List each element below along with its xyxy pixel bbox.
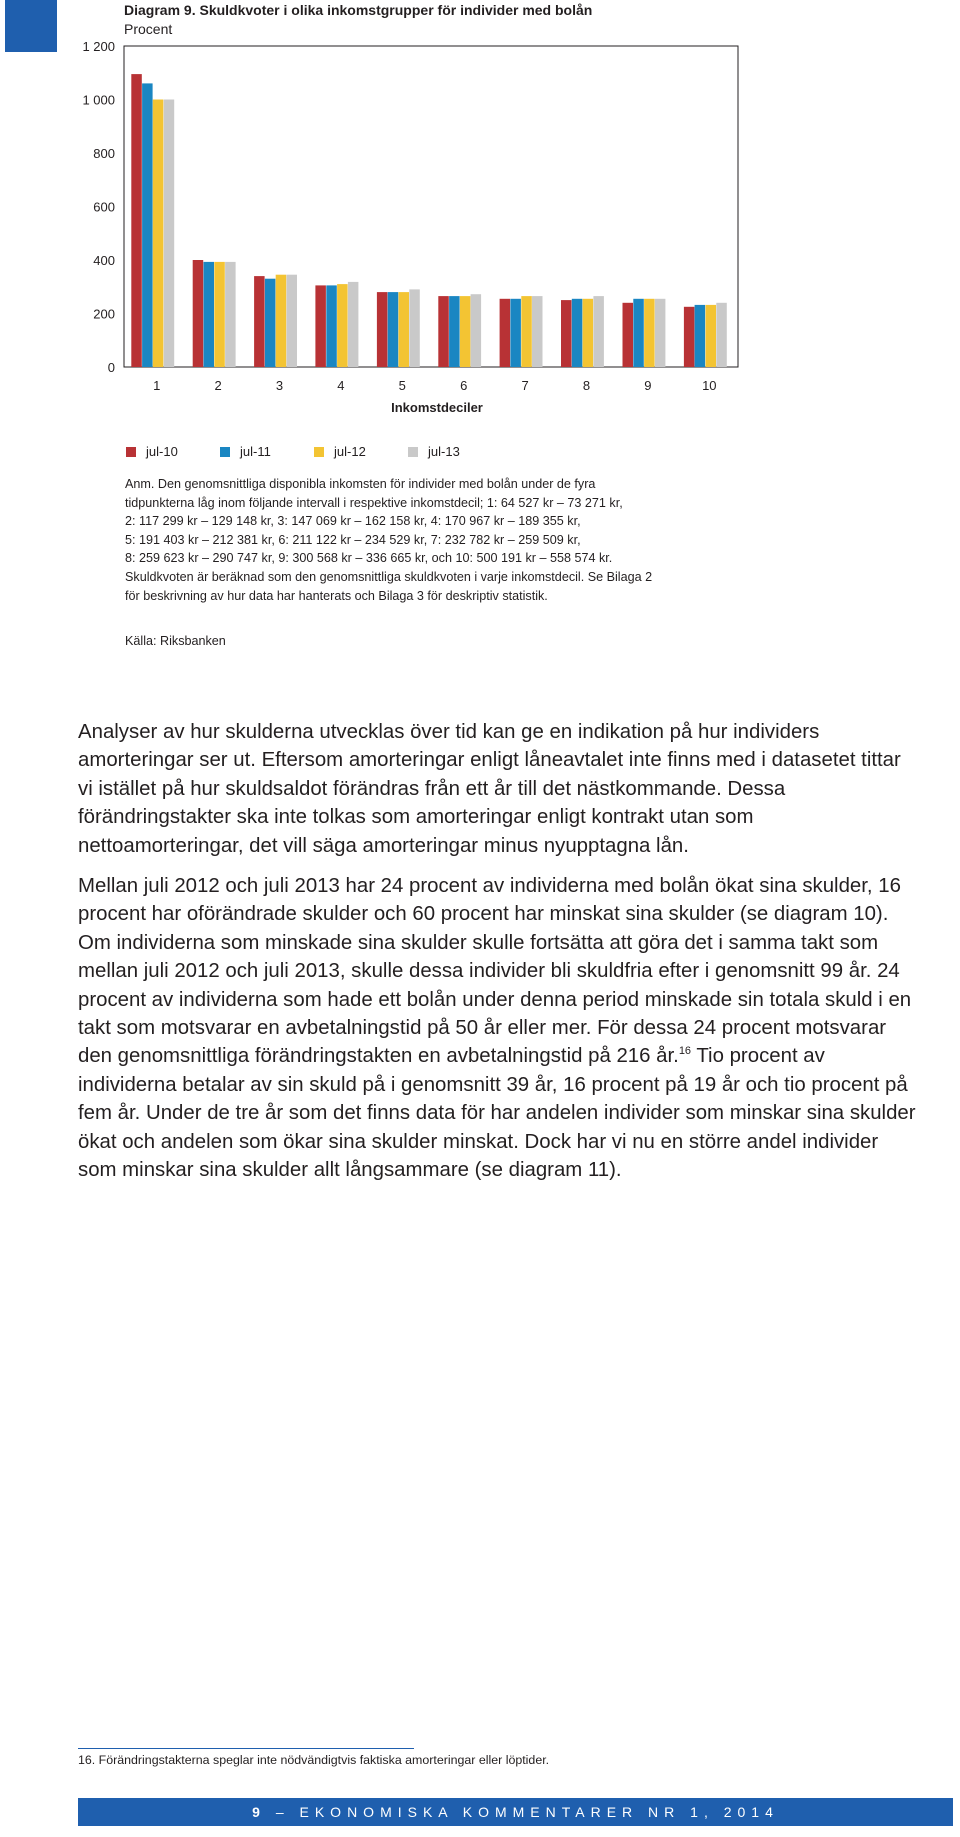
- paragraph-1: Analyser av hur skulderna utvecklas över tid kan ge en indikation på hur individers amorteringar ser ut. Eftersom amorteringar enligt låneavtalet inte finns med i datasetet tittar vi istället på hur skuldsaldot förändras från ett år till det nästkommande. Dessa förändringstakter ska inte tolkas som amorteringar enligt kontrakt utan som nettoamorteringar, det vill säga amorteringar minus nyupptagna lån.: [78, 721, 901, 857]
- note-line: 8: 259 623 kr – 290 747 kr, 9: 300 568 kr – 336 665 kr, och 10: 500 191 kr – 558 574 kr.: [125, 551, 613, 566]
- bar: [254, 276, 265, 367]
- bar: [153, 100, 164, 368]
- footer-separator: –: [275, 1804, 290, 1820]
- footnote: 16. Förändringstakterna speglar inte nödvändigtvis faktiska amorteringar eller löptider.: [78, 1753, 550, 1767]
- bar: [348, 282, 359, 367]
- bar: [265, 279, 276, 367]
- footnote-divider: [78, 1748, 414, 1749]
- y-tick-label: 400: [93, 253, 115, 268]
- legend-item: [408, 444, 460, 459]
- paragraph-2-part-1: Mellan juli 2012 och juli 2013 har 24 procent av individerna med bolån ökat sina skulder, 16 procent har oförändrade skulder och 60 procent har minskat sina skulder (se diagram 10). Om individerna som minskade sina skulder skulle fortsätta att göra det i samma takt som mellan juli 2012 och juli 2013, skulle dessa individer bli skuldfria efter i genomsnitt 99 år. 24 procent av individerna som hade ett bolån under denna period minskade sin totala skuld i en takt som motsvarar en avbetalningstid på 50 år eller mer. För dessa 24 procent motsvarar den genomsnittliga förändringstakten en avbetalningstid på 216 år.: [78, 875, 912, 1068]
- bar: [684, 307, 695, 367]
- bar: [326, 285, 337, 367]
- x-tick-label: 10: [702, 378, 717, 393]
- chart-canvas: [0, 0, 960, 440]
- bar: [337, 284, 348, 367]
- bar: [449, 296, 460, 367]
- bar: [532, 296, 543, 367]
- bar: [583, 299, 594, 367]
- legend-label: jul-11: [240, 444, 271, 459]
- x-tick-label: 7: [521, 378, 529, 393]
- note-line: tidpunkterna låg inom följande intervall i respektive inkomstdecil; 1: 64 527 kr – 73 271 kr,: [125, 495, 623, 510]
- bar: [388, 292, 399, 367]
- legend-item: [314, 444, 366, 459]
- chart-note: [125, 475, 745, 605]
- bar: [593, 296, 604, 367]
- legend-label: jul-13: [428, 444, 460, 459]
- legend-item: [126, 444, 178, 459]
- note-line: 5: 191 403 kr – 212 381 kr, 6: 211 122 kr – 234 529 kr, 7: 232 782 kr – 259 509 kr,: [125, 532, 581, 547]
- x-tick-label: 9: [644, 378, 652, 393]
- bar: [438, 296, 449, 367]
- note-line: 2: 117 299 kr – 129 148 kr, 3: 147 069 kr – 162 158 kr, 4: 170 967 kr – 189 355 kr,: [125, 514, 581, 529]
- y-tick-label: 600: [93, 199, 115, 215]
- bar: [214, 262, 225, 367]
- bar: [572, 299, 583, 367]
- chart-subtitle: Procent: [124, 21, 173, 37]
- note-line: Anm. Den genomsnittliga disponibla inkomsten för individer med bolån under de fyra: [125, 477, 596, 491]
- bar: [131, 74, 142, 367]
- bar: [142, 83, 153, 367]
- legend-item: [220, 444, 271, 459]
- page-number: 9: [252, 1804, 266, 1820]
- legend-swatch: [408, 447, 418, 457]
- bar: [655, 299, 666, 367]
- legend-swatch: [220, 447, 230, 457]
- x-tick-label: 8: [582, 378, 591, 393]
- bar: [633, 299, 644, 367]
- page-footer: [78, 1798, 953, 1826]
- note-line: Skuldkvoten är beräknad som den genomsnittliga skuldkvoten i varje inkomstdecil. Se Bilaga 2: [125, 569, 653, 584]
- x-tick-label: 6: [460, 378, 468, 393]
- legend-label: jul-10: [146, 444, 178, 459]
- bar: [561, 300, 572, 367]
- bar: [500, 299, 511, 367]
- paragraph-2: [78, 872, 918, 1184]
- legend-swatch: [126, 447, 136, 457]
- bar: [460, 296, 471, 367]
- bar: [193, 260, 204, 367]
- bar: [409, 289, 420, 367]
- bar: [716, 303, 727, 367]
- chart-source: Källa: Riksbanken: [125, 634, 226, 648]
- body-text: [78, 718, 918, 1197]
- y-tick-label: 0: [107, 360, 115, 375]
- legend-label: jul-12: [334, 444, 366, 459]
- x-tick-label: 5: [398, 378, 406, 393]
- chart-title: Diagram 9. Skuldkvoter i olika inkomstgrupper för individer med bolån: [124, 2, 593, 18]
- x-tick-label: 3: [275, 378, 284, 393]
- bar: [510, 299, 521, 367]
- legend-swatch: [314, 447, 324, 457]
- paragraph-2-part-2: Tio procent av individerna betalar av sin skuld på i genomsnitt 39 år, 16 procent på 19 år och tio procent på fem år. Under de tre år som det finns data för har andelen individer som minskar sina skulder ökat och andelen som ökar sina skulder minskat. Dock har vi nu en större andel individer som minskar sina skulder allt långsammare (se diagram 11).: [78, 1045, 916, 1182]
- bar: [471, 294, 482, 367]
- bar: [276, 275, 287, 367]
- x-tick-label: 2: [214, 378, 222, 393]
- footnote-reference[interactable]: 16: [678, 1045, 692, 1058]
- bar: [623, 303, 634, 367]
- publication-name: EKONOMISKA KOMMENTARER NR 1, 2014: [299, 1804, 779, 1820]
- bar: [315, 285, 326, 367]
- bar: [399, 292, 410, 367]
- y-tick-label: 800: [93, 146, 115, 161]
- bar: [695, 305, 706, 367]
- x-tick-label: 1: [153, 378, 161, 393]
- bar: [164, 100, 175, 368]
- y-tick-label: 1 000: [82, 92, 115, 108]
- y-tick-label: 200: [93, 306, 115, 322]
- bar: [644, 299, 655, 367]
- note-line: för beskrivning av hur data har hanterats och Bilaga 3 för deskriptiv statistik.: [125, 588, 548, 603]
- bar: [521, 296, 532, 367]
- y-tick-label: 1 200: [82, 39, 115, 54]
- bar: [287, 275, 298, 367]
- bar: [377, 292, 388, 367]
- bar: [204, 262, 215, 367]
- bar: [225, 262, 236, 367]
- bar: [706, 305, 717, 367]
- x-axis-label: Inkomstdeciler: [391, 400, 483, 415]
- x-tick-label: 4: [337, 378, 345, 393]
